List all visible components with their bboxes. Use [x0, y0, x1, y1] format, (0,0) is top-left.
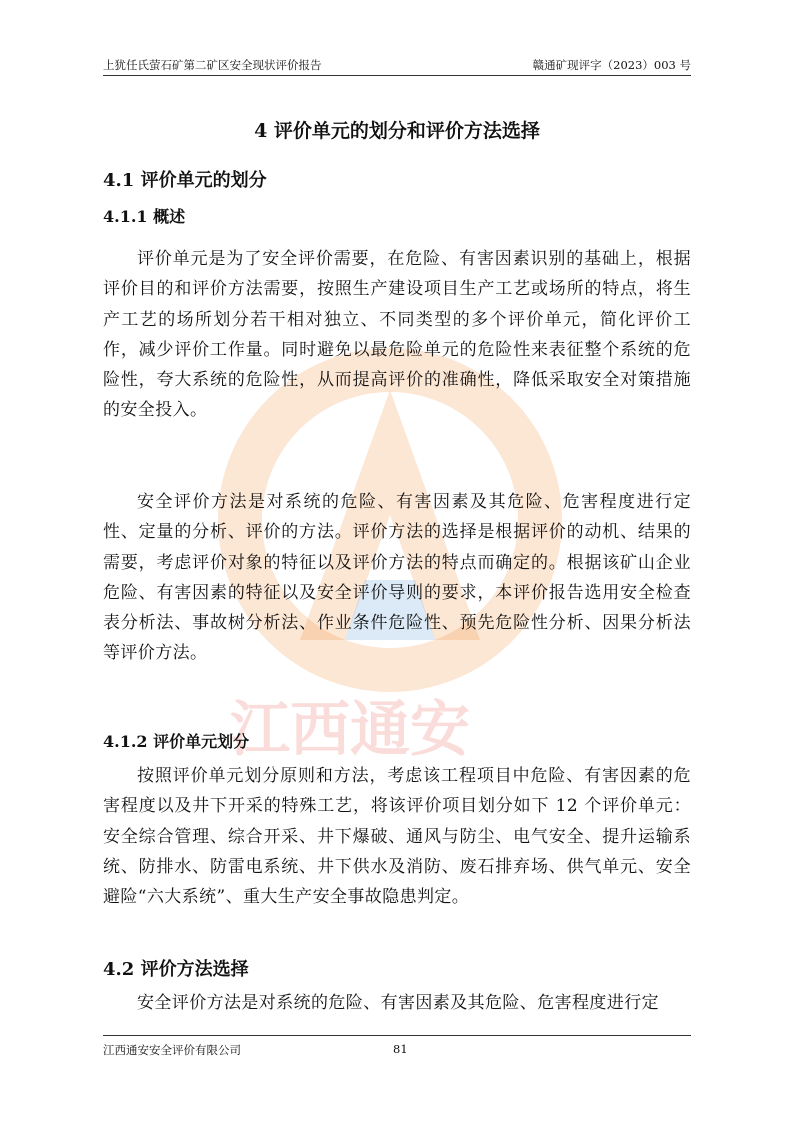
section-4-1-2-heading: 4.1.2 评价单元划分: [103, 732, 250, 751]
paragraph-overview-1: 评价单元是为了安全评价需要，在危险、有害因素识别的基础上，根据评价目的和评价方法需要，按照生产建设项目生产工艺或场所的特点，将生产工艺的场所划分若干相对独立、不同类型的多个评价单元，简化评价工作，减少评价工作量。同时避免以最危险单元的危险性来表征整个系统的危险性，夸大系统的危险性，从而提高评价的准确性，降低采取安全对策措施的安全投入。: [103, 249, 691, 421]
header-report-number: 赣通矿现评字（2023）003 号: [532, 58, 691, 72]
section-4-1-heading: 4.1 评价单元的划分: [103, 170, 267, 191]
page-footer: [103, 1035, 691, 1060]
section-4-2-heading: 4.2 评价方法选择: [103, 959, 249, 980]
header-report-title: 上犹任氏萤石矿第二矿区安全现状评价报告: [103, 58, 322, 72]
paragraph-method-selection: 安全评价方法是对系统的危险、有害因素及其危险、危害程度进行定: [137, 993, 659, 1013]
page-number: 81: [393, 1042, 408, 1056]
watermark-text: 江西通安: [230, 695, 470, 765]
paragraph-overview-2: 安全评价方法是对系统的危险、有害因素及其危险、危害程度进行定性、定量的分析、评价的方法。评价方法的选择是根据评价的动机、结果的需要，考虑评价对象的特征以及评价方法的特点而确定的。根据该矿山企业危险、有害因素的特征以及安全评价导则的要求，本评价报告选用安全检查表分析法、事故树分析法、作业条件危险性、预先危险性分析、因果分析法等评价方法。: [103, 492, 691, 664]
paragraph-unit-division: 按照评价单元划分原则和方法，考虑该工程项目中危险、有害因素的危害程度以及井下开采的特殊工艺，将该评价项目划分如下 12 个评价单元：安全综合管理、综合开采、井下爆破、通风与防尘、电气安全、提升运输系统、防排水、防雷电系统、井下供水及消防、废石排弃场、供气单元、安全避险“六大系统”、重大生产安全事故隐患判定。: [103, 766, 691, 908]
chapter-title: 4 评价单元的划分和评价方法选择: [254, 120, 540, 142]
section-4-1-1-heading: 4.1.1 概述: [103, 207, 186, 226]
page-header: [103, 55, 691, 76]
footer-company-name: 江西通安安全评价有限公司: [103, 1043, 241, 1057]
